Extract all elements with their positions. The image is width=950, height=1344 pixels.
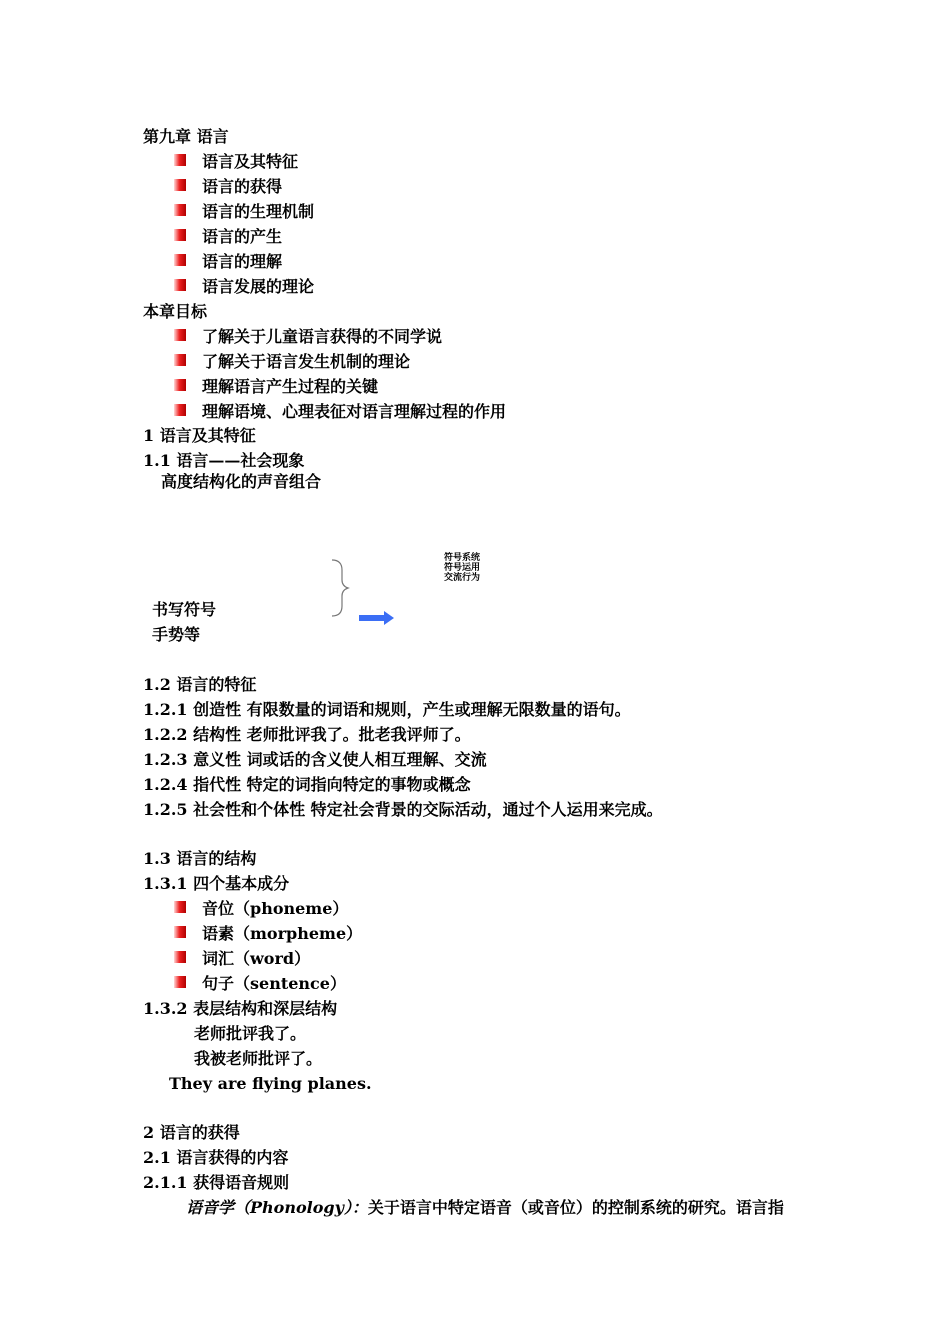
- phonology-term: 语音学（Phonology）：: [186, 1198, 368, 1217]
- diagram-left-item: 手势等: [152, 625, 201, 644]
- subsection-heading: 1.3 语言的结构: [143, 849, 257, 868]
- feature-item: 1.2.5 社会性和个体性 特定社会背景的交际活动，通过个人运用来完成。: [143, 800, 663, 819]
- diagram-label: 交流行为: [444, 573, 481, 583]
- feature-item: 1.2.1 创造性 有限数量的词语和规则，产生或理解无限数量的语句。: [143, 700, 631, 719]
- bullet-icon: [174, 329, 186, 341]
- goal-item: 了解关于儿童语言获得的不同学说: [202, 327, 443, 346]
- chapter-title: 第九章 语言: [143, 127, 229, 146]
- chapter-item: 语言的理解: [202, 252, 283, 271]
- diagram-left-item: 书写符号: [152, 600, 217, 619]
- feature-item: 1.2.2 结构性 老师批评我了。批老我评师了。: [143, 725, 471, 744]
- feature-item: 1.2.4 指代性 特定的词指向特定的事物或概念: [143, 775, 471, 794]
- bullet-icon: [174, 279, 186, 291]
- chapter-item: 语言发展的理论: [202, 277, 315, 296]
- subsection-desc: 高度结构化的声音组合: [161, 472, 322, 491]
- chapter-item: 语言的获得: [202, 177, 283, 196]
- goal-item: 理解语言产生过程的关键: [202, 377, 379, 396]
- subsection-heading: 2.1 语言获得的内容: [143, 1148, 289, 1167]
- example-sentence: 我被老师批评了。: [194, 1049, 323, 1068]
- section-heading: 1 语言及其特征: [143, 426, 256, 445]
- subsubsection-heading: 1.3.1 四个基本成分: [143, 874, 290, 893]
- chapter-item: 语言的生理机制: [202, 202, 315, 221]
- english-example: They are flying planes.: [169, 1074, 372, 1093]
- subsubsection-heading: 2.1.1 获得语音规则: [143, 1173, 290, 1192]
- bullet-icon: [174, 404, 186, 416]
- diagram-label: 符号系统: [444, 553, 481, 563]
- component-item: 词汇（word）: [202, 949, 311, 968]
- diagram-label: 符号运用: [444, 563, 481, 573]
- goal-item: 理解语境、心理表征对语言理解过程的作用: [202, 402, 507, 421]
- subsection-heading: 1.1 语言——社会现象: [143, 451, 305, 470]
- chapter-item: 语言的产生: [202, 227, 283, 246]
- bullet-icon: [174, 229, 186, 241]
- goals-title: 本章目标: [143, 302, 208, 321]
- bullet-icon: [174, 354, 186, 366]
- bullet-icon: [174, 204, 186, 216]
- bullet-icon: [174, 976, 186, 988]
- arrow-right-icon: [358, 610, 396, 628]
- bullet-icon: [174, 901, 186, 913]
- section-heading: 2 语言的获得: [143, 1123, 240, 1142]
- brace-icon: [328, 558, 358, 620]
- example-sentence: 老师批评我了。: [194, 1024, 307, 1043]
- subsection-heading: 1.2 语言的特征: [143, 675, 257, 694]
- bullet-icon: [174, 179, 186, 191]
- component-item: 音位（phoneme）: [202, 899, 349, 918]
- chapter-item: 语言及其特征: [202, 152, 299, 171]
- bullet-icon: [174, 379, 186, 391]
- bullet-icon: [174, 254, 186, 266]
- subsubsection-heading: 1.3.2 表层结构和深层结构: [143, 999, 338, 1018]
- component-item: 句子（sentence）: [202, 974, 346, 993]
- bullet-icon: [174, 154, 186, 166]
- component-item: 语素（morpheme）: [202, 924, 363, 943]
- feature-item: 1.2.3 意义性 词或话的含义使人相互理解、交流: [143, 750, 487, 769]
- bullet-icon: [174, 926, 186, 938]
- phonology-paragraph: [186, 1198, 784, 1218]
- goal-item: 了解关于语言发生机制的理论: [202, 352, 411, 371]
- bullet-icon: [174, 951, 186, 963]
- phonology-text: 关于语言中特定语音（或音位）的控制系统的研究。语言指: [367, 1198, 784, 1217]
